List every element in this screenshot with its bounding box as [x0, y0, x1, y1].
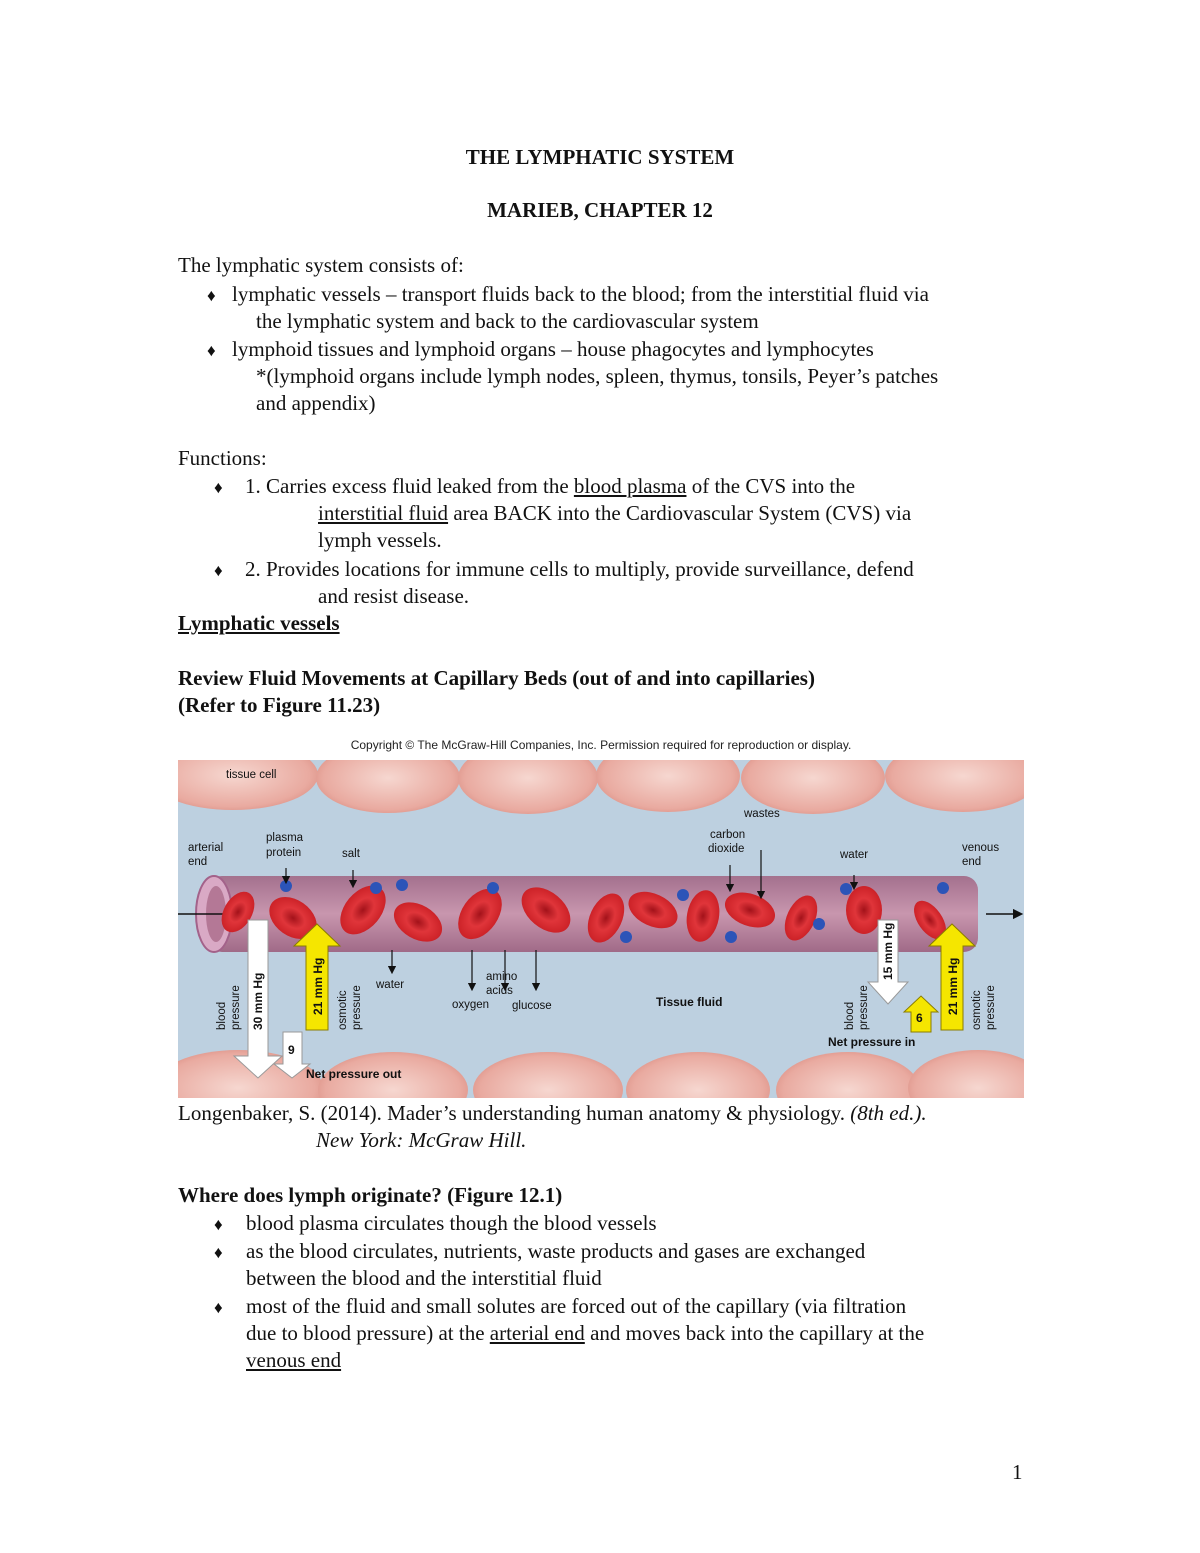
diamond-bullet-icon: ♦	[207, 286, 216, 305]
lymphatic-vessels-heading: Lymphatic vessels	[178, 611, 340, 635]
diamond-bullet-icon: ♦	[214, 561, 223, 580]
label-amino: amino	[486, 971, 518, 983]
label-arterial: arterial	[188, 842, 224, 854]
label-carbon: carbon	[710, 829, 746, 841]
arterial-end-term: arterial end	[489, 1321, 585, 1345]
label-wastes: wastes	[744, 808, 780, 820]
origin-bullet-3-line-2	[246, 1321, 924, 1346]
label-acids: acids	[486, 985, 513, 997]
diamond-bullet-icon: ♦	[207, 341, 216, 360]
function-1-line-1	[245, 474, 855, 499]
label-osmotic-left: osmotic	[337, 990, 349, 1030]
label-water-top: water	[840, 849, 869, 861]
diamond-bullet-icon: ♦	[214, 478, 223, 497]
citation-edition: (8th ed.).	[850, 1101, 927, 1125]
label-net-in-value: 6	[916, 1011, 923, 1025]
label-tissue-fluid: Tissue fluid	[656, 995, 723, 1009]
label-net-pressure-out: Net pressure out	[306, 1067, 402, 1081]
capillary-diagram	[178, 760, 1024, 1098]
label-salt: salt	[342, 848, 360, 860]
label-glucose: glucose	[512, 1000, 552, 1012]
origin-bullet-2-line-1: as the blood circulates, nutrients, waste products and gases are exchanged	[246, 1239, 866, 1263]
consists-item-1-line-2: the lymphatic system and back to the cardiovascular system	[256, 309, 759, 333]
origin-bullet-2-line-2: between the blood and the interstitial fluid	[246, 1266, 602, 1290]
origin-bullet-1: blood plasma circulates though the blood vessels	[246, 1211, 657, 1235]
function-1-text-a: 1. Carries excess fluid leaked from the	[245, 474, 574, 498]
label-osmotic-pressure-left: pressure	[351, 985, 363, 1030]
diamond-bullet-icon: ♦	[214, 1215, 223, 1234]
label-osmotic-pressure-right: pressure	[985, 985, 997, 1030]
page-title: THE LYMPHATIC SYSTEM	[465, 145, 735, 169]
origin-heading: Where does lymph originate? (Figure 12.1)	[178, 1183, 563, 1207]
consists-item-2-line-3: and appendix)	[256, 391, 376, 415]
intro-text: The lymphatic system consists of:	[178, 253, 464, 277]
label-oxygen: oxygen	[452, 999, 490, 1011]
label-net-pressure-in: Net pressure in	[828, 1035, 916, 1049]
label-15mmhg: 15 mm Hg	[881, 922, 895, 980]
label-plasma: plasma	[266, 832, 304, 844]
diamond-bullet-icon: ♦	[214, 1243, 223, 1262]
label-osmotic-right: osmotic	[971, 990, 983, 1030]
diamond-bullet-icon: ♦	[214, 1298, 223, 1317]
label-21mmhg-right: 21 mm Hg	[946, 957, 960, 1015]
consists-item-2-line-2: *(lymphoid organs include lymph nodes, spleen, thymus, tonsils, Peyer’s patches	[256, 364, 939, 388]
function-2-line-2: and resist disease.	[318, 584, 470, 608]
refer-figure: (Refer to Figure 11.23)	[178, 693, 381, 717]
citation-line-1	[178, 1101, 927, 1126]
origin-b3-text-b: and moves back into the capillary at the	[584, 1321, 925, 1345]
capillary-exchange-figure	[178, 738, 1024, 1098]
blood-plasma-term: blood plasma	[573, 474, 687, 498]
review-heading: Review Fluid Movements at Capillary Beds (out of and into capillaries)	[178, 666, 815, 690]
label-pressure-left: pressure	[230, 985, 242, 1030]
function-1-text-c: area BACK into the Cardiovascular System (CVS) via	[448, 501, 912, 525]
consists-item-2-line-1: lymphoid tissues and lymphoid organs – house phagocytes and lymphocytes	[232, 337, 874, 361]
label-blood-left: blood	[216, 1001, 228, 1030]
citation-line-2: New York: McGraw Hill.	[316, 1128, 527, 1152]
label-pressure-right: pressure	[858, 985, 870, 1030]
label-net-out-value: 9	[288, 1043, 295, 1057]
label-blood-right: blood	[844, 1001, 856, 1030]
function-1-text-b: of the CVS into the	[686, 474, 856, 498]
label-dioxide: dioxide	[708, 843, 745, 855]
label-venous-end: end	[962, 856, 982, 868]
label-water-bottom: water	[376, 979, 405, 991]
page-subtitle: MARIEB, CHAPTER 12	[487, 198, 713, 222]
function-1-line-3: lymph vessels.	[318, 528, 442, 552]
functions-heading: Functions:	[178, 446, 267, 470]
function-2-line-1: 2. Provides locations for immune cells to multiply, provide surveillance, defend	[245, 557, 914, 581]
page-number: 1	[1012, 1460, 1023, 1484]
interstitial-fluid-term: interstitial fluid	[318, 501, 449, 525]
label-arterial-end: end	[188, 856, 208, 868]
consists-item-1-line-1: lymphatic vessels – transport fluids back to the blood; from the interstitial fluid via	[232, 282, 929, 306]
label-30mmhg: 30 mm Hg	[251, 972, 265, 1030]
label-protein: protein	[266, 847, 302, 859]
label-tissue-cell: tissue cell	[226, 769, 277, 781]
citation-text: Longenbaker, S. (2014). Mader’s understanding human anatomy & physiology.	[178, 1101, 851, 1125]
label-21mmhg-left: 21 mm Hg	[311, 957, 325, 1015]
origin-bullet-3-line-1: most of the fluid and small solutes are forced out of the capillary (via filtration	[246, 1294, 907, 1318]
function-1-line-2	[318, 501, 911, 526]
figure-copyright: Copyright © The McGraw-Hill Companies, Inc. Permission required for reproduction or display.	[350, 738, 852, 752]
venous-end-term: venous end	[246, 1348, 342, 1372]
label-venous: venous	[962, 842, 1000, 854]
origin-b3-text-a: due to blood pressure) at the	[246, 1321, 490, 1345]
